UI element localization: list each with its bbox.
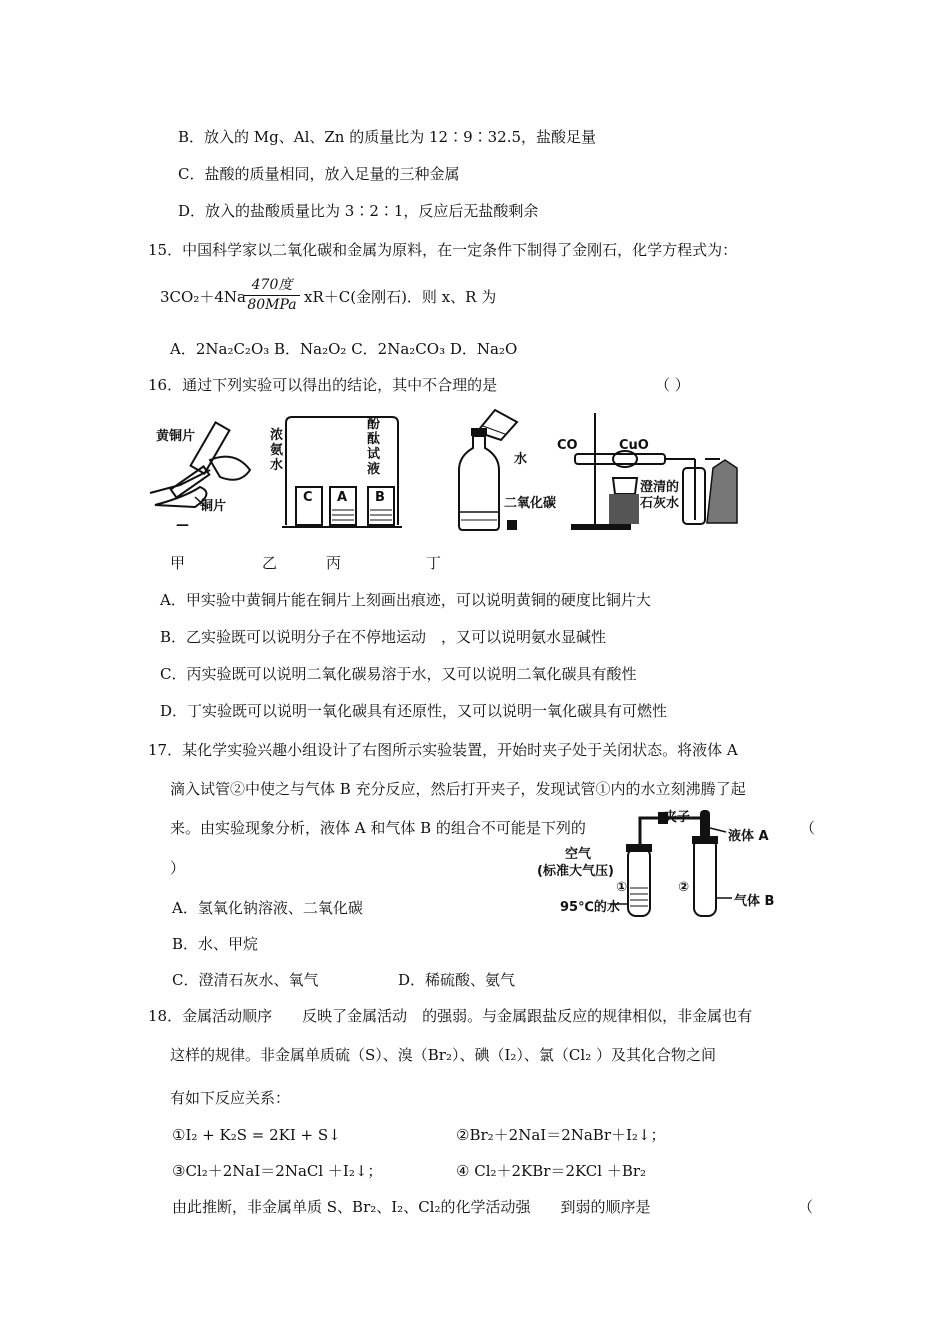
label-ammonia: [270, 428, 286, 473]
figure-ding: [565, 408, 740, 533]
q17-line-1: 17．某化学实验兴趣小组设计了右图所示实验装置，开始时夹子处于关闭状态。将液体 A: [148, 741, 738, 759]
q18-reaction-2: ②Br₂＋2NaI＝2NaBr＋I₂↓；: [456, 1126, 666, 1144]
q18-reaction-3: ③Cl₂＋2NaI＝2NaCl ＋I₂↓；: [172, 1162, 383, 1180]
label-beaker-a: A: [337, 490, 348, 505]
label-limewater-1: 澄清的: [640, 480, 680, 495]
q18-bracket-open: （: [798, 1198, 814, 1216]
label-air: 空气: [565, 847, 592, 862]
label-tube-1: ①: [616, 880, 628, 895]
figure-bing: [455, 408, 555, 538]
q18-line-2: 这样的规律。非金属单质硫（S）、溴（Br₂）、碘（I₂）、氯（Cl₂ ）及其化合物之间: [170, 1046, 716, 1064]
q18-conclusion: 由此推断，非金属单质 S、Br₂、I₂、Cl₂的化学活动强 到弱的顺序是: [172, 1198, 651, 1216]
q17-line-3: 来。由实验现象分析，液体 A 和气体 B 的组合不可能是下列的: [170, 819, 586, 837]
label-co2: 二氧化碳: [504, 496, 557, 511]
q15-options: A．2Na₂C₂O₃ B．Na₂O₂ C．2Na₂CO₃ D．Na₂O: [170, 340, 518, 358]
caption-ding: 丁: [426, 554, 442, 572]
q18-line-3: 有如下反应关系：: [170, 1089, 291, 1107]
label-limewater-2: 石灰水: [640, 496, 680, 511]
caption-jia: 甲: [170, 554, 186, 572]
label-limewater: [640, 480, 679, 512]
q16-option-a: A．甲实验中黄铜片能在铜片上刻画出痕迹，可以说明黄铜的硬度比铜片大: [160, 591, 651, 609]
label-gas-b: 气体 B: [734, 894, 775, 909]
q17-option-a: A．氢氧化钠溶液、二氧化碳: [172, 899, 363, 917]
q16-option-d: D．丁实验既可以说明一氧化碳具有还原性，又可以说明一氧化碳具有可燃性: [160, 702, 668, 720]
q15-condition-bottom: 80MPa: [247, 297, 297, 313]
label-phenol-1: 酚: [367, 417, 381, 432]
q18-reaction-1: ①I₂ + K₂S = 2KI + S↓: [172, 1126, 341, 1144]
label-phenol-3: 试: [367, 447, 381, 462]
q16-option-b: B．乙实验既可以说明分子在不停地运动 ，又可以说明氨水显碱性: [160, 628, 607, 646]
q17-line-2: 滴入试管②中使之与气体 B 充分反应，然后打开夹子，发现试管①内的水立刻沸腾了起: [170, 780, 746, 798]
q17-bracket-close: ）: [170, 859, 186, 877]
q15-reaction-condition: [242, 274, 302, 313]
q14-option-c: C．盐酸的质量相同，放入足量的三种金属: [178, 165, 460, 183]
label-dash: —: [176, 518, 189, 533]
label-cuo: CuO: [619, 438, 649, 453]
q15-equation-right: xR＋C(金刚石)．则 x、R 为: [304, 288, 497, 306]
label-brass: 黄铜片: [156, 429, 196, 444]
q17-option-c: C．澄清石灰水、氧气: [172, 971, 319, 989]
label-copper: 铜片: [200, 499, 227, 514]
label-beaker-c: C: [303, 490, 313, 505]
label-water: 水: [514, 452, 528, 467]
q17-option-d: D．稀硫酸、氨气: [398, 971, 516, 989]
q18-line-1: 18．金属活动顺序 反映了金属活动 的强弱。与金属跟盐反应的规律相似，非金属也有: [148, 1007, 753, 1025]
label-phenolphthalein: [367, 417, 383, 477]
label-tube-2: ②: [678, 880, 690, 895]
q17-option-b: B．水、甲烷: [172, 935, 259, 953]
q15-stem: 15．中国科学家以二氧化碳和金属为原料，在一定条件下制得了金刚石，化学方程式为：: [148, 241, 738, 259]
q15-condition-arrow: [244, 295, 300, 296]
q14-option-d: D．放入的盐酸质量比为 3∶2∶1，反应后无盐酸剩余: [178, 202, 539, 220]
q16-stem: 16．通过下列实验可以得出的结论，其中不合理的是: [148, 376, 498, 394]
caption-yi: 乙: [262, 554, 278, 572]
label-phenol-2: 酞: [367, 432, 381, 447]
label-ammonia-2: 氨: [270, 443, 284, 458]
label-clip: 夹子: [664, 810, 691, 825]
label-beaker-b: B: [375, 490, 385, 505]
q16-option-c: C．丙实验既可以说明二氧化碳易溶于水，又可以说明二氧化碳具有酸性: [160, 665, 637, 683]
label-liquid-a: 液体 A: [728, 829, 769, 844]
q17-bracket-open: （: [800, 819, 816, 837]
label-pressure: (标准大气压): [537, 864, 614, 879]
label-phenol-4: 液: [367, 462, 381, 477]
figure-yi: [280, 415, 410, 530]
label-ammonia-3: 水: [270, 458, 284, 473]
q15-condition-top: 470度: [251, 277, 293, 293]
label-water-95: 95℃的水: [560, 900, 620, 915]
q16-answer-bracket: （ ）: [655, 376, 690, 394]
label-ammonia-1: 浓: [270, 428, 284, 443]
label-co: CO: [557, 438, 578, 453]
caption-bing: 丙: [326, 554, 342, 572]
q18-reaction-4: ④ Cl₂＋2KBr＝2KCl ＋Br₂: [456, 1162, 647, 1180]
q15-equation-left: 3CO₂＋4Na: [160, 288, 246, 306]
q14-option-b: B．放入的 Mg、Al、Zn 的质量比为 12∶9∶32.5，盐酸足量: [178, 128, 597, 146]
